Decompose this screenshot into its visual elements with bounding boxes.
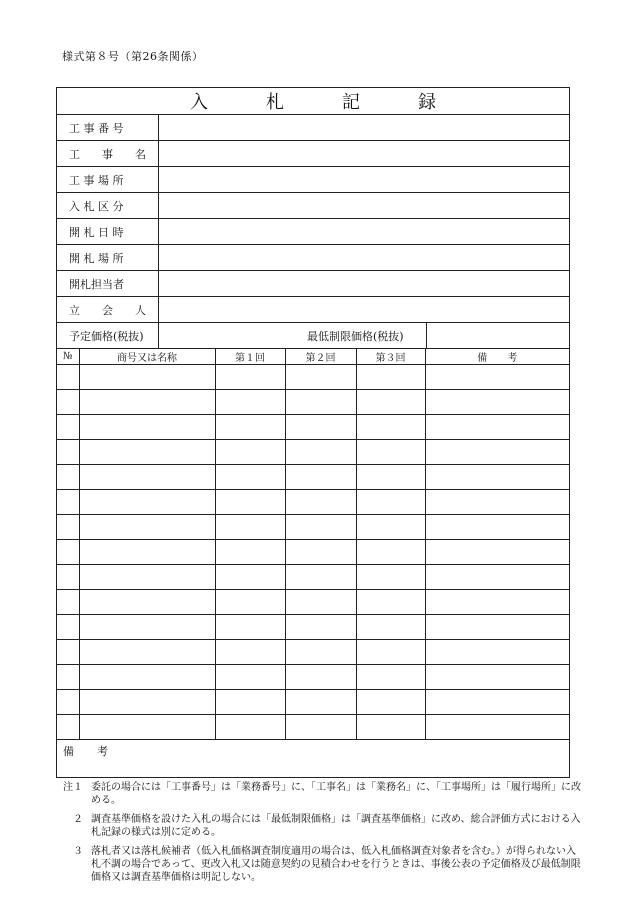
table-row [57, 465, 569, 490]
round-2-cell[interactable] [285, 390, 356, 415]
round-1-cell[interactable] [215, 390, 285, 415]
row-no-cell[interactable] [57, 540, 79, 565]
round-3-cell[interactable] [356, 565, 425, 590]
remarks-cell[interactable] [425, 540, 569, 565]
table-row [57, 440, 569, 465]
round-2-cell[interactable] [285, 665, 356, 690]
remarks-cell[interactable] [425, 490, 569, 515]
info-row [57, 115, 569, 141]
company-name-cell[interactable] [79, 415, 215, 440]
company-name-cell[interactable] [79, 390, 215, 415]
header-round-3: 第３回 [356, 349, 425, 365]
info-value-field[interactable] [159, 193, 569, 218]
note-text: 委託の場合には「工事番号」は「業務番号」に、「工事名」は「業務名」に、「工事場所」は「履行場所」に改める。 [91, 782, 581, 806]
company-name-cell[interactable] [79, 615, 215, 640]
round-2-cell[interactable] [285, 715, 356, 740]
remarks-section[interactable] [57, 740, 569, 782]
round-1-cell[interactable] [215, 615, 285, 640]
round-1-cell[interactable] [215, 490, 285, 515]
remarks-cell[interactable] [425, 615, 569, 640]
table-row [57, 590, 569, 615]
info-row [57, 245, 569, 271]
round-1-cell[interactable] [215, 440, 285, 465]
info-label: 工 事 場 所 [57, 167, 159, 192]
info-row [57, 167, 569, 193]
info-label: 入 札 区 分 [57, 193, 159, 218]
row-no-cell[interactable] [57, 415, 79, 440]
table-row [57, 365, 569, 390]
round-1-cell[interactable] [215, 515, 285, 540]
note-number: ２ [73, 814, 83, 825]
round-2-cell[interactable] [285, 640, 356, 665]
remarks-cell[interactable] [425, 365, 569, 390]
bid-record-form [56, 87, 570, 778]
round-2-cell[interactable] [285, 440, 356, 465]
round-3-cell[interactable] [356, 390, 425, 415]
row-no-cell[interactable] [57, 390, 79, 415]
bid-table-header [57, 349, 569, 365]
info-label: 立 会 人 [57, 297, 159, 322]
note-text: 落札者又は落札候補者（低入札価格調査制度適用の場合は、低入札価格調査対象者を含む。）が得られない入札不調の場合であって、更改入札又は随意契約の見積合わせを行うときは、事後公表の予定価格及び最低制限価格又は調査基準価格は明記しない。 [91, 846, 581, 883]
company-name-cell[interactable] [79, 515, 215, 540]
company-name-cell[interactable] [79, 440, 215, 465]
round-1-cell[interactable] [215, 540, 285, 565]
table-row [57, 515, 569, 540]
table-row [57, 665, 569, 690]
company-name-cell[interactable] [79, 540, 215, 565]
row-no-cell[interactable] [57, 665, 79, 690]
info-row [57, 297, 569, 323]
row-no-cell[interactable] [57, 615, 79, 640]
row-no-cell[interactable] [57, 715, 79, 740]
info-label: 開 札 場 所 [57, 245, 159, 270]
table-row [57, 490, 569, 515]
info-row [57, 141, 569, 167]
info-section [57, 115, 569, 323]
info-label: 開札担当者 [57, 271, 159, 296]
table-row [57, 390, 569, 415]
table-row [57, 415, 569, 440]
bid-table [57, 349, 569, 740]
row-no-cell[interactable] [57, 590, 79, 615]
company-name-cell[interactable] [79, 490, 215, 515]
info-value-field[interactable] [159, 115, 569, 140]
round-1-cell[interactable] [215, 715, 285, 740]
row-no-cell[interactable] [57, 440, 79, 465]
row-no-cell[interactable] [57, 690, 79, 715]
round-2-cell[interactable] [285, 590, 356, 615]
round-3-cell[interactable] [356, 665, 425, 690]
round-2-cell[interactable] [285, 615, 356, 640]
info-label: 工 事 番 号 [57, 115, 159, 140]
round-1-cell[interactable] [215, 690, 285, 715]
table-row [57, 565, 569, 590]
form-title: 入 札 記 録 [57, 88, 569, 115]
round-3-cell[interactable] [356, 515, 425, 540]
remarks-cell[interactable] [425, 390, 569, 415]
header-round-1: 第１回 [215, 349, 285, 365]
note-item [63, 781, 583, 807]
round-3-cell[interactable] [356, 490, 425, 515]
table-row [57, 615, 569, 640]
table-row [57, 540, 569, 565]
remarks-cell[interactable] [425, 565, 569, 590]
row-no-cell[interactable] [57, 365, 79, 390]
remarks-cell[interactable] [425, 415, 569, 440]
round-3-cell[interactable] [356, 465, 425, 490]
info-value-field[interactable] [159, 245, 569, 270]
info-label: 開 札 日 時 [57, 219, 159, 244]
company-name-cell[interactable] [79, 565, 215, 590]
info-value-field[interactable] [159, 297, 569, 322]
table-row [57, 640, 569, 665]
note-item [63, 813, 583, 839]
round-3-cell[interactable] [356, 540, 425, 565]
remarks-cell[interactable] [425, 590, 569, 615]
company-name-cell[interactable] [79, 715, 215, 740]
company-name-cell[interactable] [79, 640, 215, 665]
header-round-2: 第２回 [285, 349, 356, 365]
company-name-cell[interactable] [79, 465, 215, 490]
info-label: 工 事 名 [57, 141, 159, 166]
round-3-cell[interactable] [356, 615, 425, 640]
info-value-field[interactable] [159, 141, 569, 166]
round-3-cell[interactable] [356, 440, 425, 465]
row-no-cell[interactable] [57, 565, 79, 590]
remarks-cell[interactable] [425, 715, 569, 740]
round-1-cell[interactable] [215, 415, 285, 440]
header-remarks: 備 考 [425, 349, 569, 365]
round-3-cell[interactable] [356, 365, 425, 390]
header-company-name: 商号又は名称 [79, 349, 215, 365]
planned-price-label: 予定価格(税抜) [57, 323, 159, 348]
row-no-cell[interactable] [57, 490, 79, 515]
info-value-field[interactable] [159, 167, 569, 192]
company-name-cell[interactable] [79, 690, 215, 715]
remarks-cell[interactable] [425, 515, 569, 540]
remarks-cell[interactable] [425, 640, 569, 665]
row-no-cell[interactable] [57, 515, 79, 540]
round-2-cell[interactable] [285, 490, 356, 515]
round-2-cell[interactable] [285, 690, 356, 715]
table-row [57, 690, 569, 715]
round-1-cell[interactable] [215, 590, 285, 615]
remarks-label: 備 考 [63, 745, 114, 758]
minimum-price-field[interactable] [427, 323, 569, 348]
info-row [57, 193, 569, 219]
company-name-cell[interactable] [79, 665, 215, 690]
row-no-cell[interactable] [57, 640, 79, 665]
note-number: 注１ [63, 782, 83, 793]
round-3-cell[interactable] [356, 415, 425, 440]
remarks-cell[interactable] [425, 665, 569, 690]
round-1-cell[interactable] [215, 365, 285, 390]
round-2-cell[interactable] [285, 365, 356, 390]
remarks-cell[interactable] [425, 440, 569, 465]
note-text: 調査基準価格を設けた入札の場合には「最低制限価格」は「調査基準価格」に改め、総合評価方式における入札記録の様式は別に定める。 [91, 814, 581, 838]
note-item [63, 845, 583, 884]
round-2-cell[interactable] [285, 415, 356, 440]
notes-section [63, 781, 583, 890]
header-no: № [57, 349, 79, 365]
remarks-cell[interactable] [425, 690, 569, 715]
round-2-cell[interactable] [285, 540, 356, 565]
round-2-cell[interactable] [285, 565, 356, 590]
round-2-cell[interactable] [285, 515, 356, 540]
round-1-cell[interactable] [215, 465, 285, 490]
remarks-cell[interactable] [425, 465, 569, 490]
info-value-field[interactable] [159, 219, 569, 244]
round-3-cell[interactable] [356, 640, 425, 665]
round-3-cell[interactable] [356, 690, 425, 715]
info-row [57, 219, 569, 245]
table-row [57, 715, 569, 740]
round-1-cell[interactable] [215, 640, 285, 665]
company-name-cell[interactable] [79, 590, 215, 615]
form-number: 様式第８号（第26条関係） [62, 50, 204, 63]
company-name-cell[interactable] [79, 365, 215, 390]
info-value-field[interactable] [159, 271, 569, 296]
planned-price-field[interactable] [159, 323, 301, 348]
row-no-cell[interactable] [57, 465, 79, 490]
round-1-cell[interactable] [215, 565, 285, 590]
minimum-price-label: 最低制限価格(税抜) [301, 323, 427, 348]
round-1-cell[interactable] [215, 665, 285, 690]
price-row [57, 323, 569, 349]
round-2-cell[interactable] [285, 465, 356, 490]
info-row [57, 271, 569, 297]
note-number: ３ [73, 846, 83, 857]
round-3-cell[interactable] [356, 715, 425, 740]
round-3-cell[interactable] [356, 590, 425, 615]
